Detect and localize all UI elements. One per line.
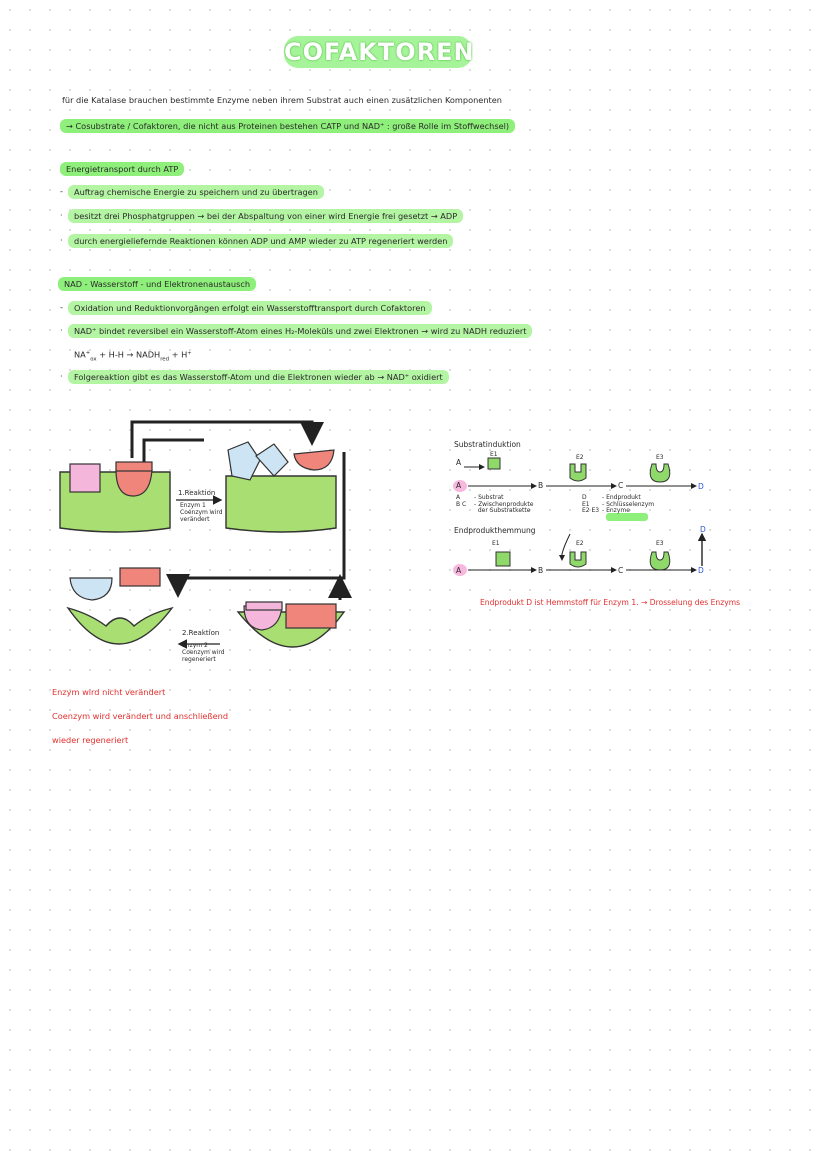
enzyme-1-state-a xyxy=(60,462,170,532)
atp-heading: Energietransport durch ATP xyxy=(60,162,184,176)
atp-bullet-2-marker: · xyxy=(60,210,63,220)
label-a-row1: A xyxy=(456,458,462,467)
enzyme-e2-shape xyxy=(570,464,586,481)
regulation-diagram xyxy=(448,450,728,582)
nad-bullet-1: Oxidation und Reduktionvorgängen erfolgt ein Wasserstofftransport durch Cofaktoren xyxy=(68,301,432,315)
label-c-row3: C xyxy=(618,566,624,575)
label-e1-row1: E1 xyxy=(490,451,498,458)
page-title: COFAKTOREN xyxy=(284,38,475,66)
substratinduktion-title: Substratinduktion xyxy=(454,440,521,449)
nad-bullet-2: NAD⁺ bindet reversibel ein Wasserstoff-Atom eines H₂-Moleküls und zwei Elektronen → wird zu NADH reduziert xyxy=(68,324,532,338)
reaction-1-line-1: Enzym 1 xyxy=(180,502,206,509)
nad-bullet-1-marker: - xyxy=(60,302,63,312)
atp-bullet-2: besitzt drei Phosphatgruppen → bei der Abspaltung von einer wird Energie frei gesetzt → ADP xyxy=(68,209,463,223)
note-enzyme: Enzym wird nicht verändert xyxy=(52,687,166,697)
label-e3-row2: E3 xyxy=(656,454,664,461)
cycle-arrow-top-inner xyxy=(144,440,204,472)
nad-bullet-2-marker: · xyxy=(60,325,63,335)
nad-bullet-3: Folgereaktion gibt es das Wasserstoff-Atom und die Elektronen wieder ab → NAD⁺ oxidiert xyxy=(68,370,449,384)
reaction-2-title: 2.Reaktion xyxy=(182,629,220,637)
label-a-row2: A xyxy=(456,481,462,490)
label-e3-row3: E3 xyxy=(656,540,664,547)
endprodukthemmung-title: Endprodukthemmung xyxy=(454,526,536,535)
label-d-row3: D xyxy=(698,566,704,575)
label-e2-row3: E2 xyxy=(576,540,584,547)
reaction-1-title: 1.Reaktion xyxy=(178,489,216,497)
legend-left-keys: A B C xyxy=(456,494,467,508)
enzyme-2-state-a xyxy=(68,568,172,644)
legend-right-keys: D E1 E2 E3 xyxy=(582,494,600,514)
label-d-row2: D xyxy=(698,482,704,491)
label-b-row3: B xyxy=(538,566,544,575)
label-d-top: D xyxy=(700,525,706,534)
label-a-row3: A xyxy=(456,566,462,575)
legend-right-values: - Endprodukt - Schlüsselenzym - Enzyme xyxy=(602,494,655,514)
enzyme-e3-shape xyxy=(650,464,670,482)
note-regenerated: wieder regeneriert xyxy=(52,735,129,745)
label-e2-row2: E2 xyxy=(576,454,584,461)
atp-bullet-1-marker: - xyxy=(60,186,63,196)
reaction-2-line-1: Enzym 2 xyxy=(182,642,208,649)
coenzyme-cycle-diagram xyxy=(48,410,378,680)
atp-bullet-3: durch energieliefernde Reaktionen können ADP und AMP wieder zu ATP regeneriert werden xyxy=(68,234,453,248)
reaction-1-line-3: verändert xyxy=(180,516,210,523)
reaction-1-line-2: Coenzym wird xyxy=(180,509,223,516)
atp-bullet-3-marker: · xyxy=(60,235,63,245)
nad-bullet-3-marker: · xyxy=(60,371,63,381)
inducer-e1-shape xyxy=(488,458,500,469)
enzyme-e1-shape xyxy=(496,552,510,566)
reaction-2-line-2: Coenzym wird xyxy=(182,649,225,656)
enzyme-2-state-b xyxy=(238,602,344,647)
enzyme-1-state-b xyxy=(226,442,336,532)
note-coenzyme: Coenzym wird verändert und anschließend xyxy=(52,711,229,721)
atp-bullet-1: Auftrag chemische Energie zu speichern und zu übertragen xyxy=(68,185,324,199)
enzyme-e3-shape-row3 xyxy=(650,552,670,570)
label-b-row2: B xyxy=(538,481,544,490)
label-e1-row3: E1 xyxy=(492,540,500,547)
regulation-caption: Endprodukt D ist Hemmstoff für Enzym 1. → Drosselung des Enzyms xyxy=(480,598,741,607)
nad-equation: $NA^+_{ox} + H-H$ → $NADH_{red} + H^+$ xyxy=(74,349,192,363)
label-c-row2: C xyxy=(618,481,624,490)
enzyme-e2-shape-row3 xyxy=(570,552,586,567)
intro-line-2: → Cosubstrate / Cofaktoren, die nicht aus Proteinen bestehen CATP und NAD⁺ : große Rolle im Stoffwechsel) xyxy=(60,119,515,133)
legend-left-values: - Substrat - Zwischenprodukte der Substratkette xyxy=(474,494,534,514)
nad-heading: NAD - Wasserstoff - und Elektronenaustausch xyxy=(58,277,256,291)
intro-line-1: für die Katalase brauchen bestimmte Enzyme neben ihrem Substrat auch einen zusätzlichen Komponenten xyxy=(62,95,502,105)
reaction-2-line-3: regeneriert xyxy=(182,656,216,663)
